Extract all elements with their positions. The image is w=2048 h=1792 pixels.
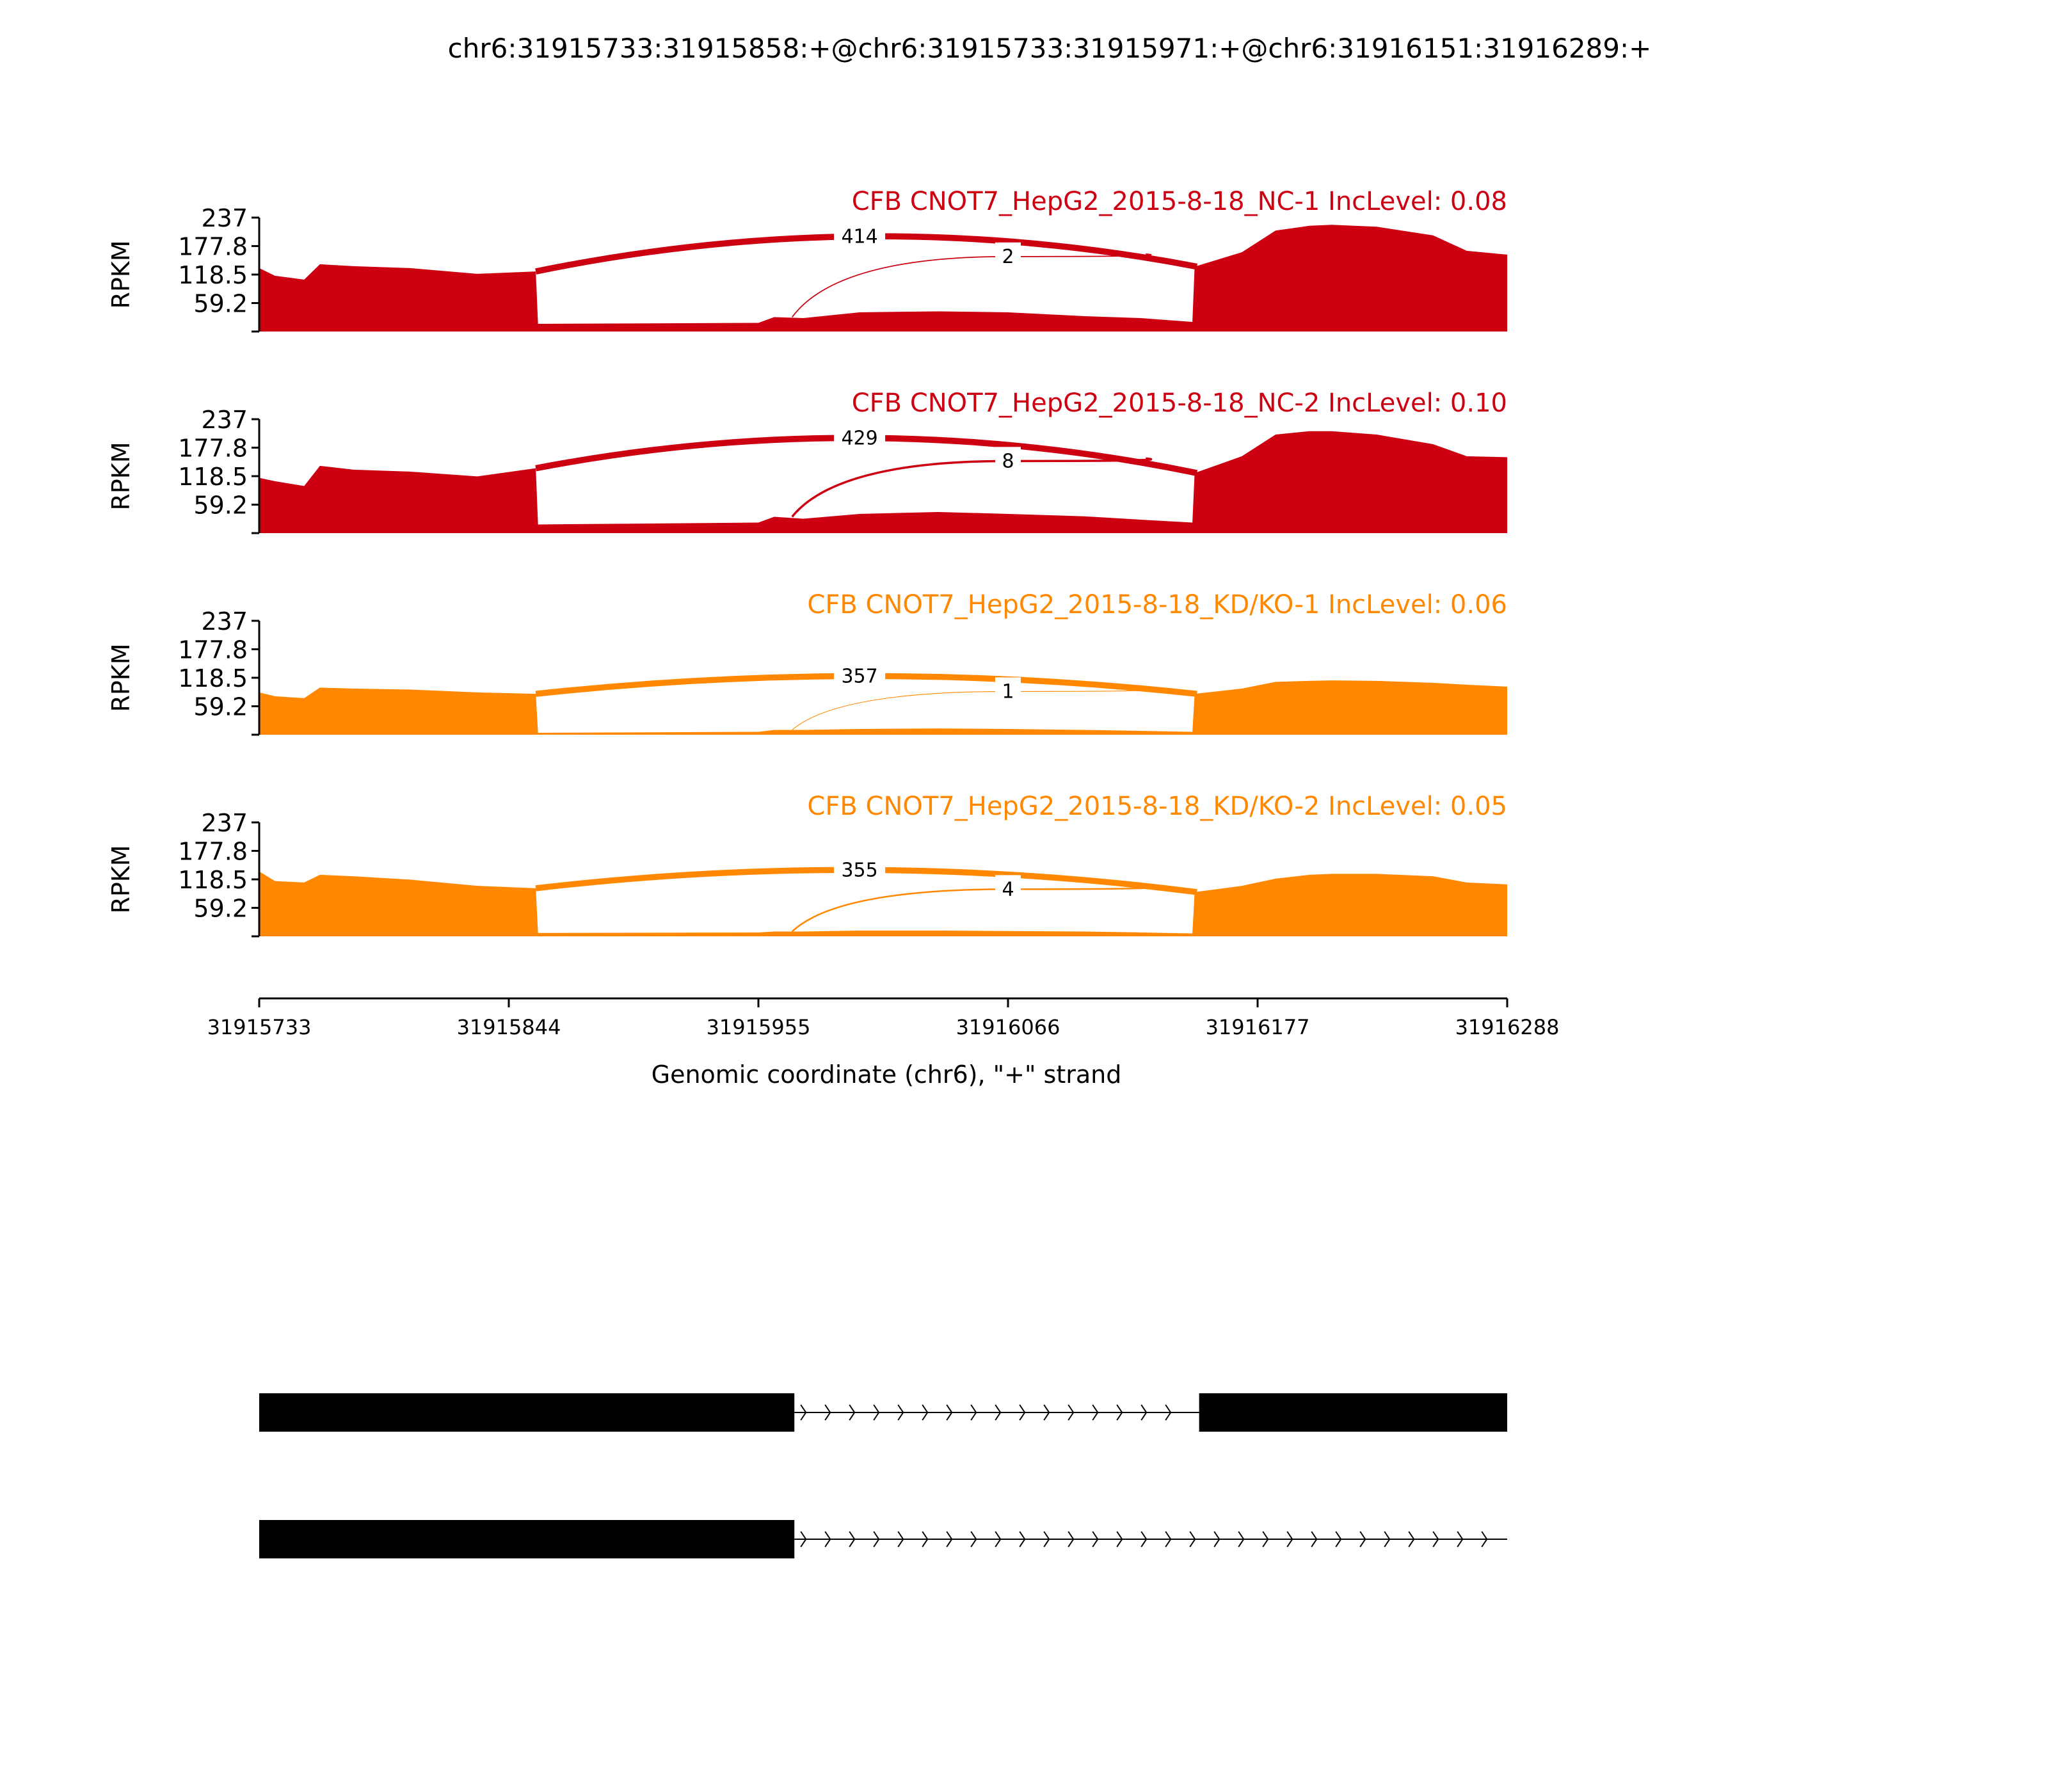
x-tick-label: 31915844 bbox=[456, 1015, 561, 1039]
x-tick-label: 31916066 bbox=[956, 1015, 1060, 1039]
chart-title: chr6:31915733:31915858:+@chr6:31915733:31915971:+@chr6:31916151:31916289:+ bbox=[447, 33, 1652, 64]
y-tick-label: 237 bbox=[201, 406, 248, 434]
y-tick-label: 177.8 bbox=[178, 434, 248, 463]
junction-count: 429 bbox=[841, 427, 878, 450]
sample-label: CFB CNOT7_HepG2_2015-8-18_KD/KO-2 IncLevel: 0.05 bbox=[807, 792, 1507, 821]
y-tick-label: 237 bbox=[201, 607, 248, 636]
y-axis-label: RPKM bbox=[107, 442, 135, 511]
junction-count: 355 bbox=[841, 859, 878, 882]
y-axis-label: RPKM bbox=[107, 643, 135, 712]
y-tick-label: 177.8 bbox=[178, 837, 248, 866]
junction-count: 1 bbox=[1002, 680, 1014, 703]
y-axis-label: RPKM bbox=[107, 845, 135, 914]
exon-block bbox=[1199, 1393, 1507, 1432]
x-axis-label: Genomic coordinate (chr6), "+" strand bbox=[651, 1060, 1122, 1089]
x-tick-label: 31915955 bbox=[706, 1015, 811, 1039]
y-tick-label: 118.5 bbox=[178, 866, 248, 894]
y-tick-label: 118.5 bbox=[178, 261, 248, 289]
y-axis-label: RPKM bbox=[107, 240, 135, 309]
y-tick-label: 59.2 bbox=[193, 491, 248, 520]
x-tick-label: 31915733 bbox=[207, 1015, 312, 1039]
junction-count: 4 bbox=[1002, 878, 1014, 901]
junction-count: 414 bbox=[841, 225, 878, 248]
exon-block bbox=[259, 1520, 794, 1558]
junction-count: 8 bbox=[1002, 450, 1014, 473]
exon-block bbox=[259, 1393, 794, 1432]
y-tick-label: 177.8 bbox=[178, 636, 248, 664]
y-tick-label: 59.2 bbox=[193, 289, 248, 318]
y-tick-label: 118.5 bbox=[178, 463, 248, 491]
sample-label: CFB CNOT7_HepG2_2015-8-18_NC-1 IncLevel: 0.08 bbox=[851, 187, 1507, 216]
y-tick-label: 237 bbox=[201, 204, 248, 232]
y-tick-label: 177.8 bbox=[178, 232, 248, 261]
junction-count: 357 bbox=[841, 665, 878, 688]
x-tick-label: 31916177 bbox=[1205, 1015, 1310, 1039]
y-tick-label: 59.2 bbox=[193, 894, 248, 923]
y-tick-label: 237 bbox=[201, 809, 248, 837]
sample-label: CFB CNOT7_HepG2_2015-8-18_KD/KO-1 IncLevel: 0.06 bbox=[807, 590, 1507, 620]
y-tick-label: 118.5 bbox=[178, 664, 248, 692]
sample-label: CFB CNOT7_HepG2_2015-8-18_NC-2 IncLevel: 0.10 bbox=[851, 388, 1507, 418]
junction-count: 2 bbox=[1002, 245, 1014, 268]
y-tick-label: 59.2 bbox=[193, 692, 248, 721]
x-tick-label: 31916288 bbox=[1455, 1015, 1560, 1039]
